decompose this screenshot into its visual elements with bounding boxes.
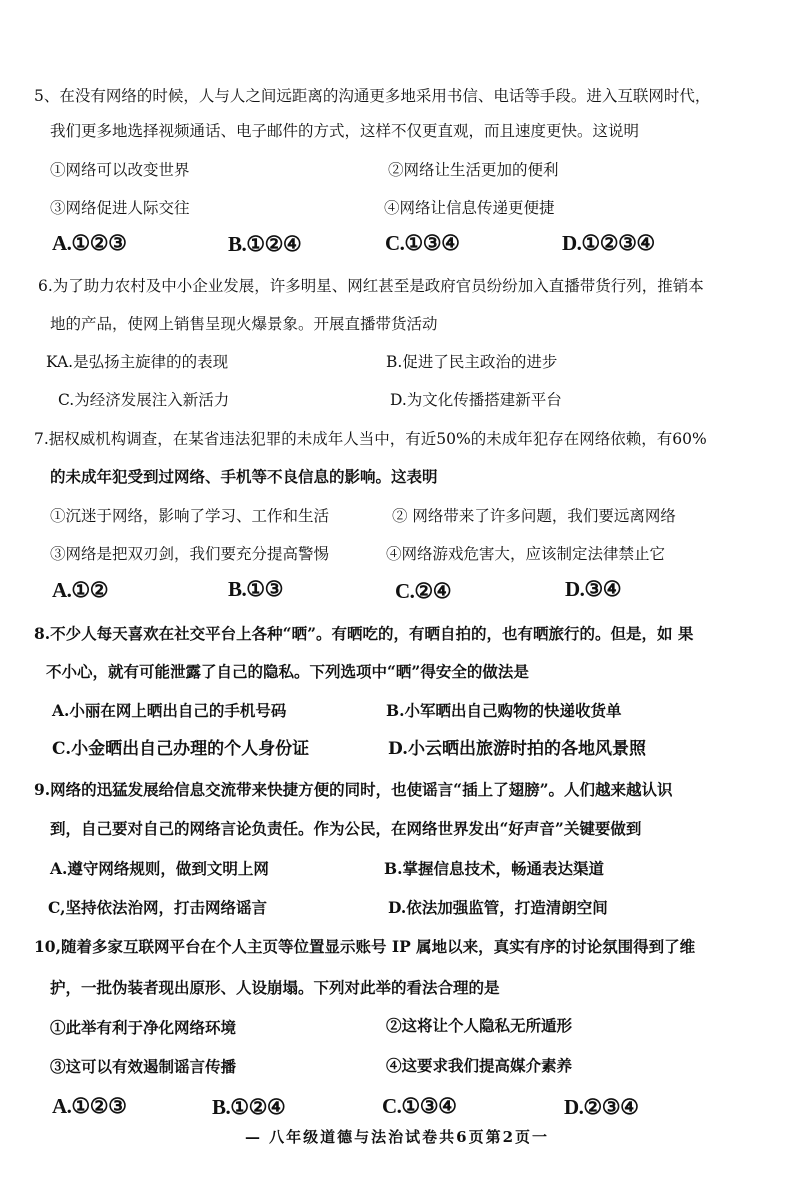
q5-choice-d[interactable]: D.①②③④ [562,231,655,255]
q10-stem-line-2: 护，一批伪装者现出原形、人设崩塌。下列对此举的看法合理的是 [50,978,500,997]
q6-choice-c[interactable]: C.为经济发展注入新活力 [58,391,230,409]
q8-stem-line-1: 8.不少人每天喜欢在社交平台上各种“晒”。有晒吃的，有晒自拍的，也有晒旅行的。但是，如 果 [34,624,694,643]
page-footer: — 八年级道德与法治试卷共6页第2页一 [244,1128,550,1146]
q7-statement-4: ④网络游戏危害大，应该制定法律禁止它 [386,545,666,563]
q8-choice-a[interactable]: A.小丽在网上晒出自己的手机号码 [52,701,287,720]
q7-stem-line-1: 7.据权威机构调查，在某省违法犯罪的未成年人当中，有近50%的未成年犯存在网络依赖，有60% [34,430,707,448]
q5-choice-b[interactable]: B.①②④ [228,232,302,256]
q8-choice-b[interactable]: B.小军晒出自己购物的快递收货单 [386,701,622,720]
q10-choice-a[interactable]: A.①②③ [52,1094,127,1118]
q9-choice-a[interactable]: A.遵守网络规则，做到文明上网 [50,859,269,878]
q9-stem-line-1: 9.网络的迅猛发展给信息交流带来快捷方便的同时，也使谣言“插上了翅膀”。人们越来越认识 [34,780,673,799]
q7-statement-2: ② 网络带来了许多问题，我们要远离网络 [392,507,676,525]
q5-choice-c[interactable]: C.①③④ [385,231,460,255]
q9-choice-b[interactable]: B.掌握信息技术，畅通表达渠道 [384,859,604,878]
q7-choice-d[interactable]: D.③④ [565,577,622,601]
q7-statement-3: ③网络是把双刃剑，我们要充分提高警惕 [50,545,330,563]
q6-choice-d[interactable]: D.为文化传播搭建新平台 [390,391,562,409]
q5-choice-a[interactable]: A.①②③ [52,231,127,255]
q7-choice-a[interactable]: A.①② [52,578,109,602]
q10-statement-3: ③这可以有效遏制谣言传播 [50,1057,237,1076]
q10-stem-line-1: 10,随着多家互联网平台在个人主页等位置显示账号 IP 属地以来，真实有序的讨论氛围得到了维 [34,937,696,956]
q10-statement-4: ④这要求我们提高媒介素养 [386,1056,573,1075]
q9-stem-line-2: 到，自己要对自己的网络言论负责任。作为公民，在网络世界发出“好声音”关键要做到 [50,819,642,838]
q6-choice-b[interactable]: B.促进了民主政治的进步 [386,353,558,371]
q6-choice-a[interactable]: KA.是弘扬主旋律的的表现 [46,353,229,371]
q5-stem-line-1: 5、在没有网络的时候，人与人之间远距离的沟通更多地采用书信、电话等手段。进入互联网时代， [34,87,711,105]
q10-choice-c[interactable]: C.①③④ [382,1094,457,1118]
q7-statement-1: ①沉迷于网络，影响了学习、工作和生活 [50,507,330,525]
q7-stem-line-2: 的未成年犯受到过网络、手机等不良信息的影响。这表明 [50,467,438,486]
q5-stem-line-2: 我们更多地选择视频通话、电子邮件的方式，这样不仅更直观，而且速度更快。这说明 [50,122,640,140]
q5-statement-1: ①网络可以改变世界 [50,161,190,179]
q8-choice-d[interactable]: D.小云晒出旅游时拍的各地风景照 [388,739,647,759]
q8-stem-line-2: 不小心，就有可能泄露了自己的隐私。下列选项中“晒”得安全的做法是 [46,662,529,681]
q5-statement-3: ③网络促进人际交往 [50,199,190,217]
q6-stem-line-1: 6.为了助力农村及中小企业发展，许多明星、网红甚至是政府官员纷纷加入直播带货行列，推销本 [38,277,704,295]
q10-choice-b[interactable]: B.①②④ [212,1095,286,1119]
q10-statement-2: ②这将让个人隐私无所遁形 [386,1016,573,1035]
q5-statement-4: ④网络让信息传递更便捷 [384,199,555,217]
q6-stem-line-2: 地的产品，使网上销售呈现火爆景象。开展直播带货活动 [50,315,438,333]
q7-choice-c[interactable]: C.②④ [395,579,452,603]
q7-choice-b[interactable]: B.①③ [228,577,283,601]
q10-choice-d[interactable]: D.②③④ [564,1095,639,1119]
q8-choice-c[interactable]: C.小金晒出自己办理的个人身份证 [52,739,310,759]
q9-choice-d[interactable]: D.依法加强监管，打造清朗空间 [388,898,608,917]
q9-choice-c[interactable]: C,坚持依法治网，打击网络谣言 [48,898,267,917]
q5-statement-2: ②网络让生活更加的便利 [388,161,559,179]
q10-statement-1: ①此举有利于净化网络环境 [50,1018,237,1037]
